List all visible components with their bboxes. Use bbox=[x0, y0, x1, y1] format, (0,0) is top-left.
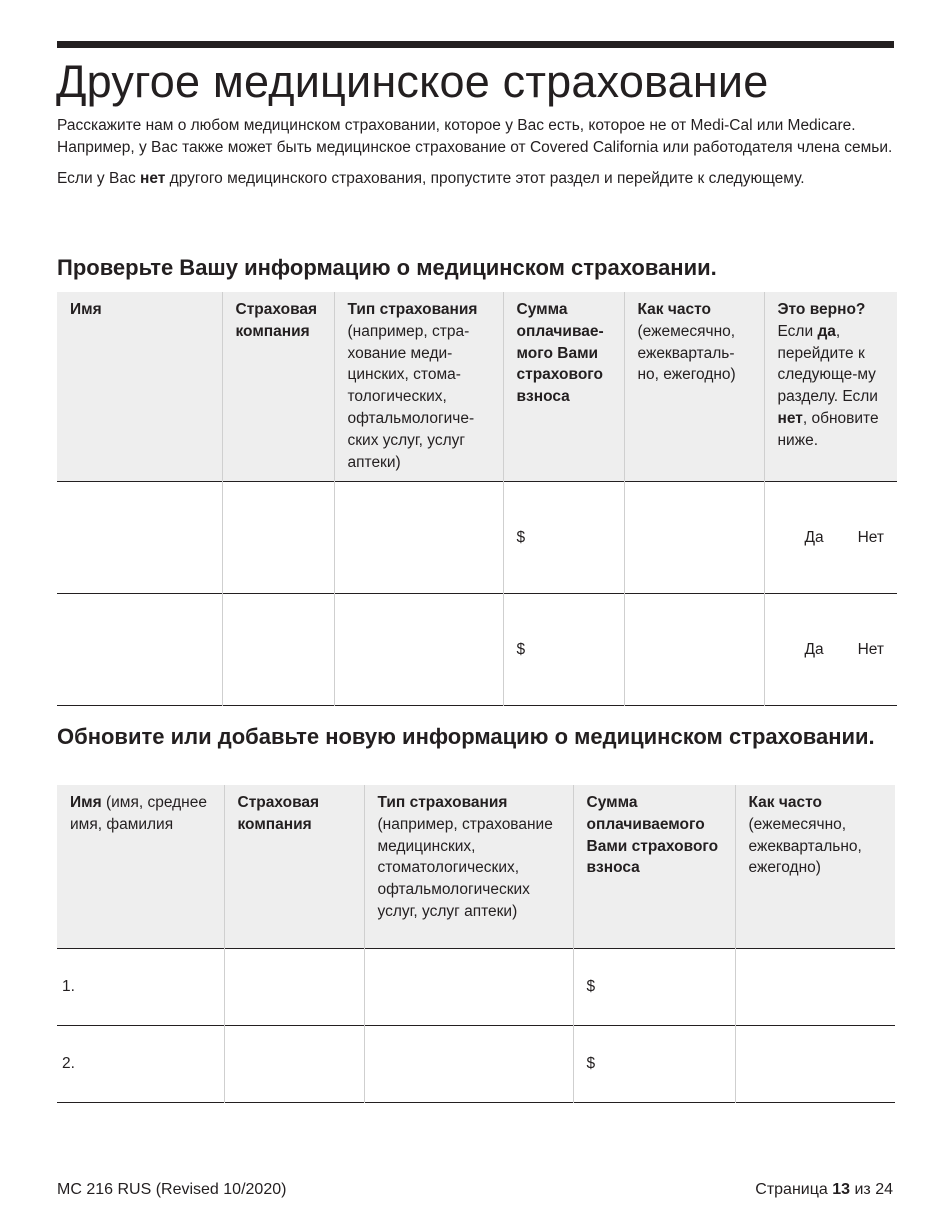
col-header-type: Тип страхования (например, страхование медицинских, стоматологических, офтальмологических услуг, услуг аптеки) bbox=[364, 785, 573, 948]
company-field[interactable] bbox=[224, 1025, 364, 1102]
correct-field bbox=[764, 482, 897, 594]
col-header-correct: Это верно? Если да, перейдите к следующе-му разделу. Если нет, обновите ниже. bbox=[764, 292, 897, 482]
page-number: Страница 13 из 24 bbox=[755, 1181, 893, 1198]
col-header-frequency: Как часто (ежемесячно, ежеквартально, ежегодно) bbox=[735, 785, 895, 948]
page-title: Другое медицинское страхование bbox=[56, 56, 769, 107]
frequency-field[interactable] bbox=[735, 1025, 895, 1102]
col-header-company: Страховая компания bbox=[224, 785, 364, 948]
name-field[interactable]: 2. bbox=[62, 1054, 75, 1072]
intro-text bbox=[57, 115, 897, 190]
premium-field[interactable]: $ bbox=[573, 948, 735, 1025]
company-field[interactable] bbox=[222, 594, 334, 706]
intro-paragraph-2: Если у Вас нет другого медицинского страхования, пропустите этот раздел и перейдите к следующему. bbox=[57, 170, 805, 187]
type-field[interactable] bbox=[334, 594, 503, 706]
update-insurance-table bbox=[57, 785, 895, 1103]
frequency-field[interactable] bbox=[624, 594, 764, 706]
table-header-row bbox=[57, 292, 897, 482]
top-rule bbox=[57, 41, 894, 48]
frequency-field[interactable] bbox=[624, 482, 764, 594]
type-field[interactable] bbox=[364, 948, 573, 1025]
col-header-company: Страховая компания bbox=[222, 292, 334, 482]
col-header-name: Имя (имя, среднее имя, фамилия bbox=[57, 785, 224, 948]
table-row bbox=[57, 482, 897, 594]
verify-insurance-table bbox=[57, 292, 897, 706]
col-header-frequency: Как часто (ежемесячно, ежекварталь-но, ежегодно) bbox=[624, 292, 764, 482]
intro-paragraph-1: Расскажите нам о любом медицинском страховании, которое у Вас есть, которое не от Medi-Cal или Medicare. Например, у Вас также может быть медицинское страхование от Covered California или работодателя члена семьи. bbox=[57, 117, 893, 156]
section-heading-verify: Проверьте Вашу информацию о медицинском страховании. bbox=[57, 255, 717, 280]
premium-field[interactable]: $ bbox=[503, 482, 624, 594]
frequency-field[interactable] bbox=[735, 948, 895, 1025]
company-field[interactable] bbox=[222, 482, 334, 594]
premium-field[interactable]: $ bbox=[503, 594, 624, 706]
col-header-name: Имя bbox=[57, 292, 222, 482]
table-row bbox=[57, 1025, 895, 1102]
no-option[interactable]: Нет bbox=[857, 640, 884, 658]
correct-field bbox=[764, 594, 897, 706]
no-option[interactable]: Нет bbox=[857, 528, 884, 546]
col-header-type: Тип страхования (например, стра-хование меди-цинских, стома-тологических, офтальмологиче-ских услуг, услуг аптеки) bbox=[334, 292, 503, 482]
type-field[interactable] bbox=[334, 482, 503, 594]
table-row bbox=[57, 948, 895, 1025]
yes-option[interactable]: Да bbox=[804, 640, 824, 658]
premium-field[interactable]: $ bbox=[573, 1025, 735, 1102]
type-field[interactable] bbox=[364, 1025, 573, 1102]
col-header-premium: Сумма оплачиваемого Вами страхового взноса bbox=[573, 785, 735, 948]
name-field[interactable] bbox=[57, 482, 222, 594]
form-id: MC 216 RUS (Revised 10/2020) bbox=[57, 1181, 287, 1198]
yes-option[interactable]: Да bbox=[804, 528, 824, 546]
table-header-row bbox=[57, 785, 895, 948]
col-header-premium: Сумма оплачивае-мого Вами страхового взноса bbox=[503, 292, 624, 482]
company-field[interactable] bbox=[224, 948, 364, 1025]
section-heading-update: Обновите или добавьте новую информацию о медицинском страховании. bbox=[57, 724, 875, 749]
name-field[interactable] bbox=[57, 594, 222, 706]
name-field[interactable]: 1. bbox=[62, 977, 75, 995]
table-row bbox=[57, 594, 897, 706]
